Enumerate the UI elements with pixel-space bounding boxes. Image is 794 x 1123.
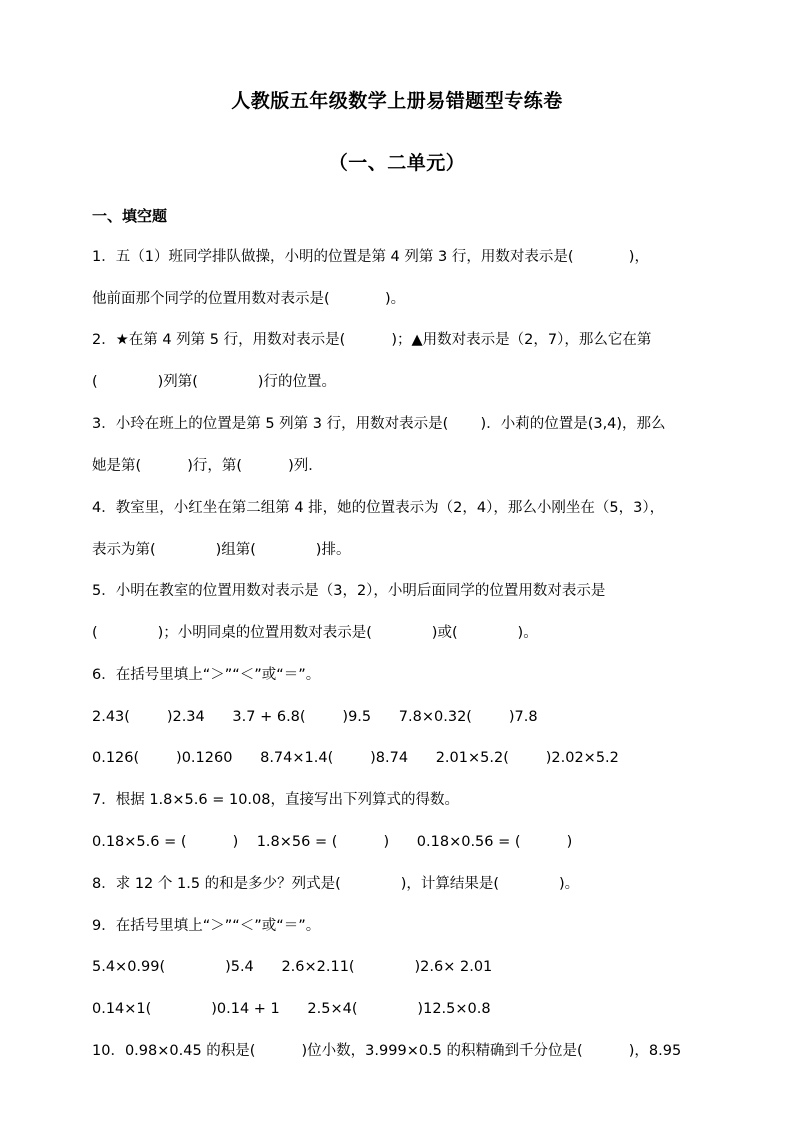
question-3-line-1: 3．小玲在班上的位置是第 5 列第 3 行，用数对表示是( )．小莉的位置是(3,4)，那么	[92, 416, 666, 432]
question-9-prompt: 9．在括号里填上“＞”“＜”或“＝”。	[92, 918, 321, 934]
question-8-line: 8．求 12 个 1.5 的和是多少？列式是( )，计算结果是( )。	[92, 876, 580, 892]
document-subtitle: （一、二单元）	[328, 152, 466, 174]
question-9-row-2: 0.14×1( )0.14 + 1 2.5×4( )12.5×0.8	[92, 1001, 491, 1017]
question-5-line-1: 5．小明在教室的位置用数对表示是（3，2），小明后面同学的位置用数对表示是	[92, 583, 606, 599]
question-7-prompt: 7．根据 1.8×5.6 = 10.08，直接写出下列算式的得数。	[92, 792, 459, 808]
question-1-line-1: 1．五（1）班同学排队做操，小明的位置是第 4 列第 3 行，用数对表示是( )，	[92, 249, 649, 265]
question-2-line-2: ( )列第( )行的位置。	[92, 374, 336, 390]
question-6-row-2: 0.126( )0.1260 8.74×1.4( )8.74 2.01×5.2( )2.02×5.2	[92, 750, 619, 766]
question-3-line-2: 她是第( )行，第( )列．	[92, 458, 323, 474]
question-6-prompt: 6．在括号里填上“＞”“＜”或“＝”。	[92, 667, 321, 683]
question-2-line-1: 2．★在第 4 列第 5 行，用数对表示是( )；▲用数对表示是（2，7），那么它在第	[92, 332, 652, 348]
question-5-line-2: ( )；小明同桌的位置用数对表示是( )或( )。	[92, 625, 538, 641]
question-1-line-2: 他前面那个同学的位置用数对表示是( )。	[92, 291, 406, 307]
document-title: 人教版五年级数学上册易错题型专练卷	[231, 90, 563, 112]
question-4-line-1: 4．教室里，小红坐在第二组第 4 排，她的位置表示为（2，4），那么小刚坐在（5，3），	[92, 500, 665, 516]
question-4-line-2: 表示为第( )组第( )排。	[92, 542, 351, 558]
question-7-row: 0.18×5.6 = ( ) 1.8×56 = ( ) 0.18×0.56 = ( )	[92, 834, 573, 850]
question-10-line-1: 10．0.98×0.45 的积是( )位小数，3.999×0.5 的积精确到千分位是( )，8.95	[92, 1043, 682, 1059]
question-6-row-1: 2.43( )2.34 3.7 + 6.8( )9.5 7.8×0.32( )7.8	[92, 709, 538, 725]
section-heading-fill-in-blanks: 一、填空题	[92, 207, 168, 225]
question-9-row-1: 5.4×0.99( )5.4 2.6×2.11( )2.6× 2.01	[92, 959, 493, 975]
